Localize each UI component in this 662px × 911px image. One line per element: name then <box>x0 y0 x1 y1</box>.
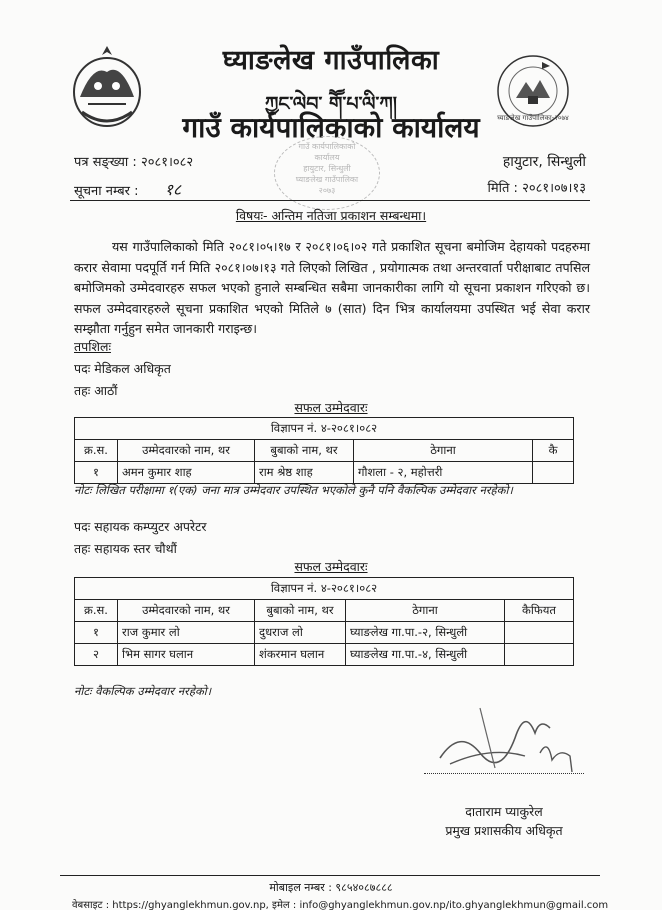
notice-number-value: १८ <box>164 180 182 199</box>
cell-remarks <box>533 462 574 484</box>
col-address: ठेगाना <box>346 600 505 622</box>
cell-father-name: दुधराज लो <box>255 622 346 644</box>
cell-father-name: शंकरमान घलान <box>255 644 346 666</box>
cell-address: गौशला - २, महोत्तरी <box>354 462 533 484</box>
signature-scribble <box>420 698 590 788</box>
col-sn: क्र.स. <box>75 600 118 622</box>
table-note: नोटः लिखित परीक्षामा १(एक) जना मात्र उम्मेदवार उपस्थित भएकोले कुनै पनि वैकल्पिक उम्मेदवार नरहेको। <box>74 483 513 497</box>
footer-website: वेबसाइट : https://ghyanglekhmun.gov.np, इमेल : info@ghyanglekhmun.gov.np/ito.ghyanglekhmun@gmail.com <box>72 900 609 911</box>
stamp-line: गाउँ कार्यपालिकाको <box>298 142 356 151</box>
letter-number-label: पत्र सङ्ख्या : <box>74 155 137 170</box>
successful-heading: सफल उम्मेदवारः <box>294 559 368 574</box>
cell-candidate-name: राज कुमार लो <box>118 622 255 644</box>
table-row <box>75 622 574 644</box>
stamp-line: घ्याङलेख गाउँपालिका <box>295 175 359 184</box>
col-remarks: कै <box>533 440 574 462</box>
notice-date <box>420 178 586 196</box>
date-value: २०८१।०७।१३ <box>522 181 586 196</box>
ad-number: विज्ञापन नं. ४-२०८१।०८२ <box>75 578 574 600</box>
signature-line <box>424 773 584 774</box>
body-paragraph: यस गाउँपालिकाको मिति २०८१।०५।१७ र २०८१।०६।०२ गते प्रकाशित सूचना बमोजिम देहायको पदहरुमा करार सेवामा पदपूर्ति गर्न मिति २०८१।०७।१३ गते लिएको लिखित , प्रयोगात्मक तथा अन्तरवार्ता परीक्षाबाट तपसिल बमोजिमको उम्मेदवारहरु सफल भएको हुनाले सम्बन्धित सबैमा जानकारीका लागि यो सूचना प्रकाशन गरिएको छ। सफल उम्मेदवारहरुले सूचना प्रकाशित भएको मितिले ७ (सात) दिन भित्र कार्यालयमा उपस्थित भई सेवा करार सम्झौता गर्नुहुन समेत जानकारी गराइन्छ। <box>74 239 590 336</box>
col-father-name: बुबाको नाम, थर <box>255 600 346 622</box>
signatory-designation: प्रमुख प्रशासकीय अधिकृत <box>445 823 563 838</box>
header-divider <box>70 200 590 201</box>
date-label: मिति : <box>487 181 518 196</box>
post-title: पदः सहायक कम्प्युटर अपरेटर <box>74 519 207 534</box>
successful-heading: सफल उम्मेदवारः <box>294 400 368 415</box>
municipality-name: घ्याङलेख गाउँपालिका <box>222 45 440 76</box>
post-level: तहः आठौं <box>74 383 118 398</box>
notice-number <box>74 178 181 200</box>
stamp-line: हायुटार, सिन्धुली <box>303 164 351 173</box>
cell-candidate-name: भिम सागर घलान <box>118 644 255 666</box>
municipality-name-tibetan: ཀྱང་ལེབ་ གཽ་པ་ལི་ཀ། <box>265 93 397 115</box>
cell-remarks <box>505 622 574 644</box>
cell-address: घ्याङलेख गा.पा.-४, सिन्धुली <box>346 644 505 666</box>
footer-mobile: मोबाइल नम्बर : ९८५४०८७८८८ <box>269 881 393 894</box>
subject-line: विषयः- अन्तिम नतिजा प्रकाशन सम्बन्धमा। <box>235 208 427 223</box>
stamp-line: २०७३ <box>318 186 336 195</box>
col-candidate-name: उम्मेदवारको नाम, थर <box>118 440 255 462</box>
logo-caption: घ्याङलेख गाउँपालिका-२०७४ <box>497 114 569 122</box>
col-address: ठेगाना <box>354 440 533 462</box>
nepal-emblem-logo <box>68 42 146 134</box>
cell-sn: १ <box>75 622 118 644</box>
cell-sn: २ <box>75 644 118 666</box>
col-sn: क्र.स. <box>75 440 118 462</box>
cell-father-name: राम श्रेष्ठ शाह <box>255 462 354 484</box>
footer-divider <box>60 875 600 876</box>
cell-sn: १ <box>75 462 118 484</box>
cell-candidate-name: अमन कुमार शाह <box>118 462 255 484</box>
signatory-name: दाताराम प्याकुरेल <box>465 804 543 819</box>
col-remarks: कैफियत <box>505 600 574 622</box>
col-candidate-name: उम्मेदवारको नाम, थर <box>118 600 255 622</box>
stamp-line: कार्यालय <box>314 153 340 162</box>
post-title: पदः मेडिकल अधिकृत <box>74 361 171 376</box>
tapasil-heading: तपशिलः <box>74 339 111 354</box>
post-level: तहः सहायक स्तर चौथौं <box>74 541 177 556</box>
ad-number: विज्ञापन नं. ४-२०८१।०८२ <box>75 418 574 440</box>
cell-address: घ्याङलेख गा.पा.-२, सिन्धुली <box>346 622 505 644</box>
office-location: हायुटार, सिन्धुली <box>502 154 586 170</box>
office-stamp <box>274 136 380 210</box>
col-father-name: बुबाको नाम, थर <box>255 440 354 462</box>
letter-number-value: २०८१।०८२ <box>140 155 194 170</box>
result-table-2 <box>74 577 574 666</box>
office-name: गाउँ कार्यपालिकाको कार्यालय <box>182 111 480 144</box>
table-note: नोटः वैकल्पिक उम्मेदवार नरहेको। <box>74 684 212 698</box>
letter-number <box>74 152 193 170</box>
table-row <box>75 462 574 484</box>
table-row <box>75 644 574 666</box>
notice-number-label: सूचना नम्बर : <box>74 184 139 199</box>
cell-remarks <box>505 644 574 666</box>
result-table-1 <box>74 417 574 484</box>
